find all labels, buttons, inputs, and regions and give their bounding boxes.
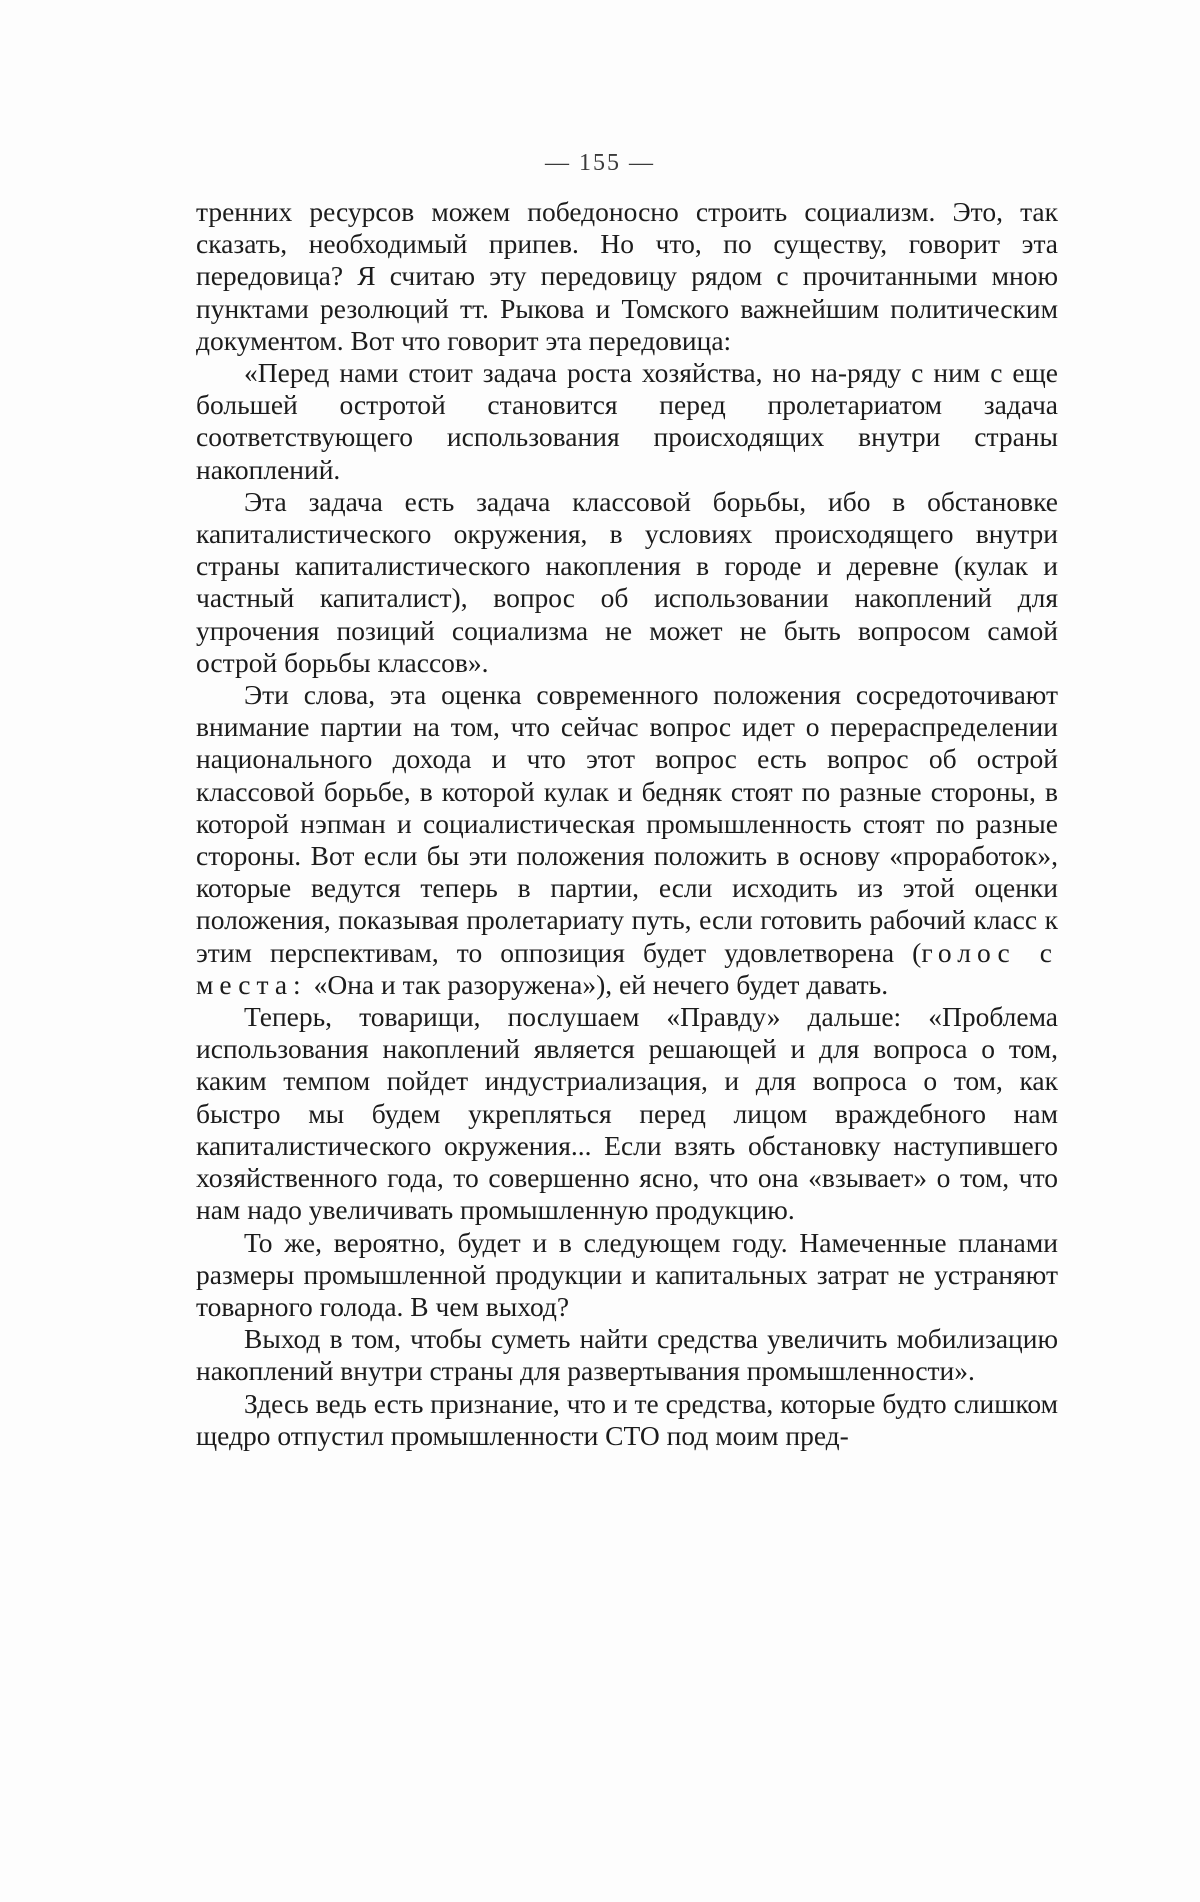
- paragraph-1: тренних ресурсов можем победоносно строить социализм. Это, так сказать, необходимый припев. Но что, по существу, говорит эта передовица? Я считаю эту передовицу рядом с прочитанными мною пунктами резолюций тт. Рыкова и Томского важнейшим политическим документом. Вот что говорит эта передовица:: [196, 196, 1058, 356]
- paragraph-3: Эта задача есть задача классовой борьбы, ибо в обстановке капиталистического окружения, в условиях происходящего внутри страны капиталистического накопления в городе и деревне (кулак и частный капиталист), вопрос об использовании накоплений для упрочения позиций социализма не может не быть вопросом самой острой борьбы классов».: [196, 485, 1058, 678]
- paragraph-2: «Перед нами стоит задача роста хозяйства, но на-ряду с ним с еще большей остротой становится перед пролетариатом задача соответствующего использования происходящих внутри страны накоплений.: [196, 357, 1058, 485]
- interjection-spaced: голос с места:: [196, 936, 1058, 1000]
- paragraph-4-part-2: «Она и так разоружена»), ей нечего будет давать.: [306, 968, 889, 1000]
- paragraph-7: Выход в том, чтобы суметь найти средства увеличить мобилизацию накоплений внутри страны для развертывания промышленности».: [196, 1323, 1058, 1387]
- paragraph-8: Здесь ведь есть признание, что и те средства, которые будто слишком щедро отпустил промышленности СТО под моим пред-: [196, 1387, 1058, 1451]
- paragraph-4: [196, 679, 1058, 1001]
- paragraph-6: То же, вероятно, будет и в следующем году. Намеченные планами размеры промышленной продукции и капитальных затрат не устраняют товарного голода. В чем выход?: [196, 1226, 1058, 1322]
- paragraph-5: Теперь, товарищи, послушаем «Правду» дальше: «Проблема использования накоплений является решающей и для вопроса о том, каким темпом пойдет индустриализация, и для вопроса о том, как быстро мы будем укрепляться перед лицом враждебного нам капиталистического окружения... Если взять обстановку наступившего хозяйственного года, то совершенно ясно, что она «взывает» о том, что нам надо увеличивать промышленную продукцию.: [196, 1001, 1058, 1226]
- page-number: — 155 —: [545, 150, 655, 176]
- body-text: [196, 196, 1058, 1452]
- paragraph-4-part-1: Эти слова, эта оценка современного положения сосредоточивают внимание партии на том, что сейчас вопрос идет о перераспределении национального дохода и что этот вопрос есть вопрос об острой классовой борьбе, в которой кулак и бедняк стоят по разные стороны, в которой нэпман и социалистическая промышленность стоят по разные стороны. Вот если бы эти положения положить в основу «проработок», которые ведутся теперь в партии, если исходить из этой оценки положения, показывая пролетариату путь, если готовить рабочий класс к этим перспективам, то оппозиция будет удовлетворена (: [196, 679, 1058, 968]
